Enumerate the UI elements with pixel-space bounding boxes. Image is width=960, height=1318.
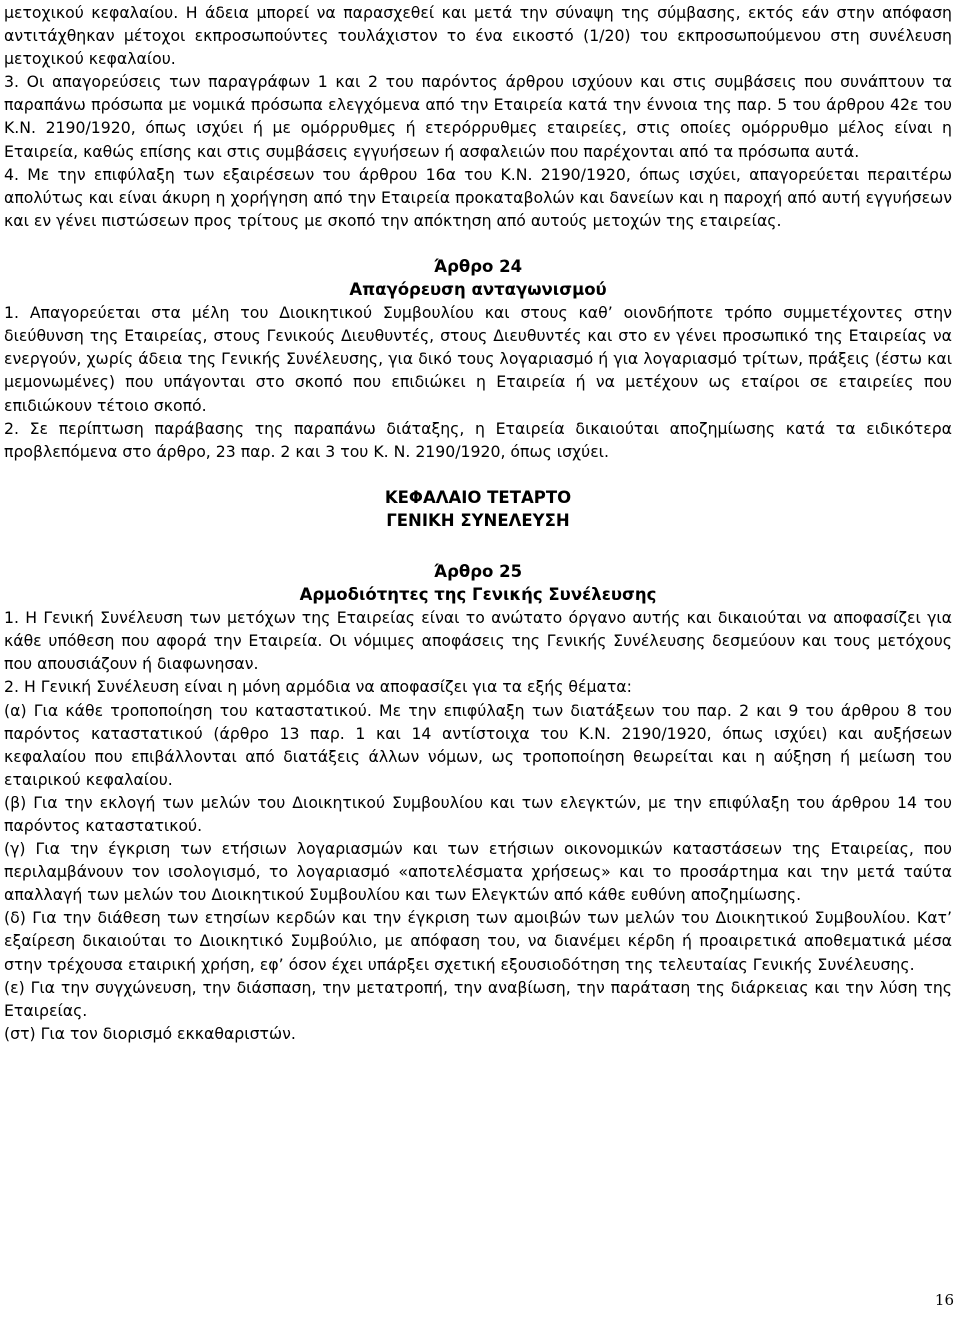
- article-24-paragraph-1: 1. Απαγορεύεται στα μέλη του Διοικητικού Συμβουλίου και στους καθ’ οιονδήποτε τρόπο συμμετέχοντες στην διεύθυνση της Εταιρείας, στους Γενικούς Διευθυντές, στους Διευθυντές και στο εν γένει προσωπικό της Εταιρείας να ενεργούν, χωρίς άδεια της Γενικής Συνέλευσης, για δικό τους λογαριασμό ή για λογαριασμό τρίτων, πράξεις (έστω και μεμονωμένες) που υπάγονται στο σκοπό που επιδιώκει η Εταιρεία ή να μετέχουν ως εταίροι σε εταιρείες που επιδιώκουν τέτοιο σκοπό.: [4, 303, 952, 415]
- article-25-title: Αρμοδιότητες της Γενικής Συνέλευσης: [299, 585, 657, 605]
- article-24-number: Άρθρο 24: [433, 256, 523, 276]
- article-25-item-f: (στ) Για τον διορισμό εκκαθαριστών.: [4, 1023, 296, 1043]
- article-24-title: Απαγόρευση ανταγωνισμού: [349, 280, 607, 300]
- paragraph-4: 4. Με την επιφύλαξη των εξαιρέσεων του άρθρου 16α του Κ.Ν. 2190/1920, όπως ισχύει, απαγορεύεται περαιτέρω απολύτως και είναι άκυρη η χορήγηση από την Εταιρεία προκαταβολών και δανείων και η παροχή από αυτή εγγυήσεων και εν γένει πιστώσεων προς τρίτους με σκοπό την απόκτηση από αυτούς μετοχών της εταιρείας.: [4, 164, 952, 230]
- paragraph-continuation: μετοχικού κεφαλαίου. Η άδεια μπορεί να παρασχεθεί και μετά την σύναψη της σύμβασης, εκτός εάν στην απόφαση αντιτάχθηκαν μέτοχοι εκπροσωπούντες τουλάχιστον το ένα εικοστό (1/20) του εκπροσωπούμενου στη συνέλευση μετοχικού κεφαλαίου.: [4, 3, 952, 69]
- chapter-title: ΚΕΦΑΛΑΙΟ ΤΕΤΑΡΤΟ: [384, 487, 572, 507]
- chapter-subtitle: ΓΕΝΙΚΗ ΣΥΝΕΛΕΥΣΗ: [386, 510, 570, 530]
- article-25-number: Άρθρο 25: [433, 561, 523, 581]
- article-25-item-c: (γ) Για την έγκριση των ετήσιων λογαριασμών και των ετήσιων οικονομικών καταστάσεων της Εταιρείας, που περιλαμβάνουν τον ισολογισμό, το λογαριασμό «αποτελέσματα χρήσεως» και το προσάρτημα και την μετά ταύτα απαλλαγή των μελών του Διοικητικού Συμβουλίου και των Ελεγκτών από κάθε ευθύνη αποζημίωσης.: [4, 839, 952, 905]
- spacer: [4, 232, 952, 255]
- article-25-item-e: (ε) Για την συγχώνευση, την διάσπαση, την μετατροπή, την αναβίωση, την παράταση της διάρκειας και την λύση της Εταιρείας.: [4, 977, 952, 1020]
- article-25-item-b: (β) Για την εκλογή των μελών του Διοικητικού Συμβουλίου και των ελεγκτών, με την επιφύλαξη του άρθρου 14 του παρόντος καταστατικού.: [4, 792, 952, 835]
- spacer: [4, 463, 952, 486]
- page-number: 16: [934, 1291, 954, 1309]
- spacer: [4, 532, 952, 560]
- article-25-paragraph-2: 2. Η Γενική Συνέλευση είναι η μόνη αρμόδια να αποφασίζει για τα εξής θέματα:: [4, 677, 632, 697]
- paragraph-3: 3. Οι απαγορεύσεις των παραγράφων 1 και 2 του παρόντος άρθρου ισχύουν και στις συμβάσεις που συνάπτουν τα παραπάνω πρόσωπα με νομικά πρόσωπα ελεγχόμενα από την Εταιρεία κατά την έννοια της παρ. 5 του άρθρου 42ε του Κ.Ν. 2190/1920, όπως ισχύει ή με ομόρρυθμες ή ετερόρρυθμες εταιρείες, στις οποίες ομόρρυθμο μέλος είναι η Εταιρεία, καθώς επίσης και στις συμβάσεις εγγυήσεων ή ασφαλειών που παρέχονται από τα πρόσωπα αυτά.: [4, 72, 952, 161]
- article-25-item-a: (α) Για κάθε τροποποίηση του καταστατικού. Με την επιφύλαξη των διατάξεων του παρ. 2 και 9 του άρθρου 8 του παρόντος καταστατικού (άρθρο 13 παρ. 1 και 14 αντίστοιχα του Κ.Ν. 2190/1920, όπως ισχύει) και αυξήσεων κεφαλαίου που επιβάλλονται από διατάξεις άλλων νόμων, ως τροποποίηση θεωρείται και η αύξηση ή μείωση του εταιρικού κεφαλαίου.: [4, 700, 952, 789]
- article-25-paragraph-1: 1. Η Γενική Συνέλευση των μετόχων της Εταιρείας είναι το ανώτατο όργανο αυτής και δικαιούται να αποφασίζει για κάθε υπόθεση που αφορά την Εταιρεία. Οι νόμιμες αποφάσεις της Γενικής Συνέλευσης δεσμεύουν και τους μετόχους που απουσιάζουν ή διαφωνησαν.: [4, 608, 952, 674]
- article-24-paragraph-2: 2. Σε περίπτωση παράβασης της παραπάνω διάταξης, η Εταιρεία δικαιούται αποζημίωσης κατά τα ειδικότερα προβλεπόμενα στο άρθρο, 23 παρ. 2 και 3 του Κ. Ν. 2190/1920, όπως ισχύει.: [4, 418, 952, 461]
- article-25-item-d: (δ) Για την διάθεση των ετησίων κερδών και την έγκριση των αμοιβών των μελών του Διοικητικού Συμβουλίου. Κατ’ εξαίρεση δικαιούται το Διοικητικό Συμβούλιο, με απόφαση του, να διανέμει κέρδη ή προαιρετικά αποθεματικά μέσα στην τρέχουσα εταιρική χρήση, εφ’ όσον έχει υπάρξει σχετική εξουσιοδότηση της τελευταίας Γενικής Συνέλευσης.: [4, 908, 952, 974]
